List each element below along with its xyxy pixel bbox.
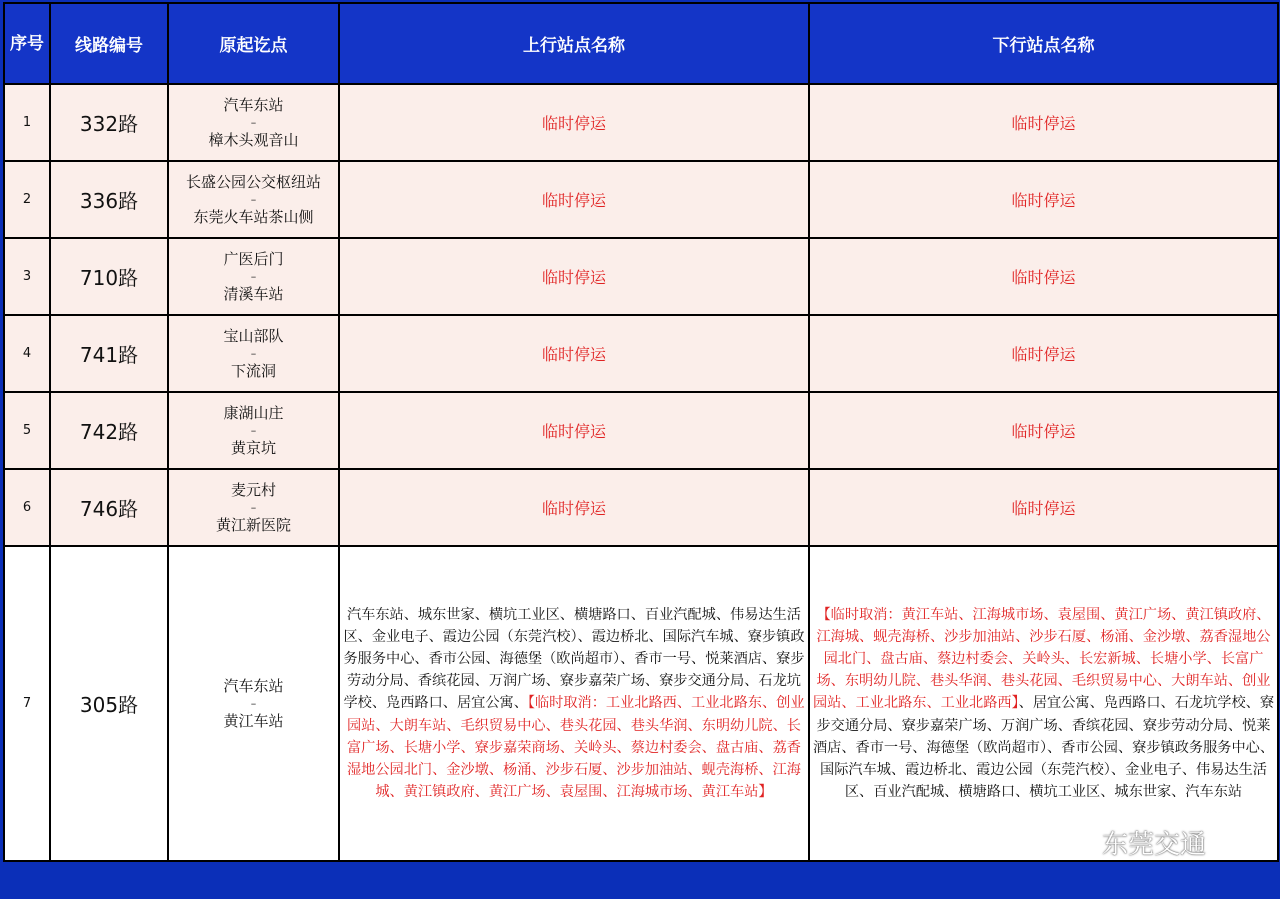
row-line-number: 710路 xyxy=(50,238,168,315)
row-up-status: 临时停运 xyxy=(339,84,809,161)
header-down-stops: 下行站点名称 xyxy=(809,3,1278,84)
table-row xyxy=(4,392,1278,469)
row-up-status: 临时停运 xyxy=(339,392,809,469)
row-endpoints xyxy=(168,469,339,546)
row-seq: 3 xyxy=(4,238,50,315)
endpoint-to: 清溪车站 xyxy=(223,284,284,303)
row-up-status: 临时停运 xyxy=(339,469,809,546)
endpoint-to: 樟木头观音山 xyxy=(208,130,299,149)
row-endpoints xyxy=(168,161,339,238)
wechat-icon xyxy=(1062,827,1096,857)
up-stops-list xyxy=(339,546,809,861)
row-down-status: 临时停运 xyxy=(809,161,1278,238)
table-row xyxy=(4,161,1278,238)
endpoint-from: 麦元村 xyxy=(230,480,276,499)
endpoint-separator: – xyxy=(250,115,257,129)
header-seq: 序号 xyxy=(4,3,50,84)
row-seq: 6 xyxy=(4,469,50,546)
table-row xyxy=(4,315,1278,392)
header-up-stops: 上行站点名称 xyxy=(339,3,809,84)
table-row xyxy=(4,469,1278,546)
row-endpoints xyxy=(168,392,339,469)
endpoint-from: 宝山部队 xyxy=(223,326,284,345)
bottom-bar xyxy=(0,862,1280,899)
row-line-number: 746路 xyxy=(50,469,168,546)
row-up-status: 临时停运 xyxy=(339,315,809,392)
endpoint-to: 黄江车站 xyxy=(223,711,284,730)
route-table xyxy=(3,2,1279,862)
down-stops-cancelled: 【临时取消：黄江车站、江海城市场、袁屋围、黄江广场、黄江镇政府、江海城、蚬壳海桥、沙步加油站、沙步石厦、杨涌、金沙墩、荔香湿地公园北门、盘古庙、蔡边村委会、关岭头、长宏新城、长塘小学、长富广场、东明幼儿院、巷头华润、巷头花园、毛织贸易中心、大朗车站、创业园站、工业北路东、工业北路西】 xyxy=(812,606,1271,712)
down-stops-normal: 、居宜公寓、凫西路口、石龙坑学校、寮步交通分局、寮步嘉荣广场、万润广场、香缤花园、寮步劳动分局、悦莱酒店、香市一号、海德堡（欧尚超市）、香市公园、寮步镇政务服务中心、国际汽车城、霞边桥北、霞边公园（东莞汽校）、金业电子、伟易达生活区、百业汽配城、横塘路口、横坑工业区、城东世家、汽车东站 xyxy=(812,695,1275,801)
row-line-number: 741路 xyxy=(50,315,168,392)
header-line-no: 线路编号 xyxy=(50,3,168,84)
row-up-status: 临时停运 xyxy=(339,161,809,238)
endpoint-to: 黄京坑 xyxy=(230,438,276,457)
endpoint-from: 广医后门 xyxy=(223,249,284,268)
row-endpoints xyxy=(168,238,339,315)
row-seq: 7 xyxy=(4,546,50,861)
row-seq: 2 xyxy=(4,161,50,238)
watermark xyxy=(1062,820,1252,864)
header-endpoints: 原起讫点 xyxy=(168,3,339,84)
row-line-number: 336路 xyxy=(50,161,168,238)
endpoint-to: 东莞火车站茶山侧 xyxy=(193,207,314,226)
row-line-number: 332路 xyxy=(50,84,168,161)
row-down-status: 临时停运 xyxy=(809,469,1278,546)
endpoint-from: 汽车东站 xyxy=(223,676,284,695)
header-row xyxy=(4,3,1278,84)
row-endpoints xyxy=(168,315,339,392)
table-row xyxy=(4,546,1278,861)
row-endpoints xyxy=(168,546,339,861)
endpoint-separator: – xyxy=(250,423,257,437)
up-stops-cancelled: 【临时取消：工业北路西、工业北路东、创业园站、大朗车站、毛织贸易中心、巷头花园、巷头华润、东明幼儿院、长富广场、长塘小学、寮步嘉荣商场、关岭头、蔡边村委会、盘古庙、荔香湿地公园北门、金沙墩、杨涌、沙步石厦、沙步加油站、蚬壳海桥、江海城、黄江镇政府、黄江广场、袁屋围、江海城市场、黄江车站】 xyxy=(346,695,805,801)
watermark-text: 东莞交通 xyxy=(1102,829,1207,860)
row-seq: 4 xyxy=(4,315,50,392)
endpoint-separator: – xyxy=(250,346,257,360)
table-row xyxy=(4,84,1278,161)
row-seq: 5 xyxy=(4,392,50,469)
row-down-status: 临时停运 xyxy=(809,238,1278,315)
endpoint-from: 汽车东站 xyxy=(223,95,284,114)
row-line-number: 742路 xyxy=(50,392,168,469)
row-seq: 1 xyxy=(4,84,50,161)
endpoint-separator: – xyxy=(250,696,257,710)
endpoint-separator: – xyxy=(250,192,257,206)
down-stops-list xyxy=(809,546,1278,861)
row-endpoints xyxy=(168,84,339,161)
endpoint-separator: – xyxy=(250,269,257,283)
endpoint-separator: – xyxy=(250,500,257,514)
up-stops-normal: 汽车东站、城东世家、横坑工业区、横塘路口、百业汽配城、伟易达生活区、金业电子、霞边公园（东莞汽校）、霞边桥北、国际汽车城、寮步镇政务服务中心、香市公园、海德堡（欧尚超市）、香市一号、悦莱酒店、寮步劳动分局、香缤花园、万润广场、寮步嘉荣广场、寮步交通分局、石龙坑学校、凫西路口、居宜公寓、 xyxy=(343,606,805,712)
row-down-status: 临时停运 xyxy=(809,84,1278,161)
table-row xyxy=(4,238,1278,315)
endpoint-from: 康湖山庄 xyxy=(223,403,284,422)
endpoint-to: 黄江新医院 xyxy=(215,515,291,534)
row-down-status: 临时停运 xyxy=(809,315,1278,392)
row-up-status: 临时停运 xyxy=(339,238,809,315)
row-line-number: 305路 xyxy=(50,546,168,861)
endpoint-to: 下流洞 xyxy=(230,361,276,380)
endpoint-from: 长盛公园公交枢纽站 xyxy=(185,172,321,191)
row-down-status: 临时停运 xyxy=(809,392,1278,469)
